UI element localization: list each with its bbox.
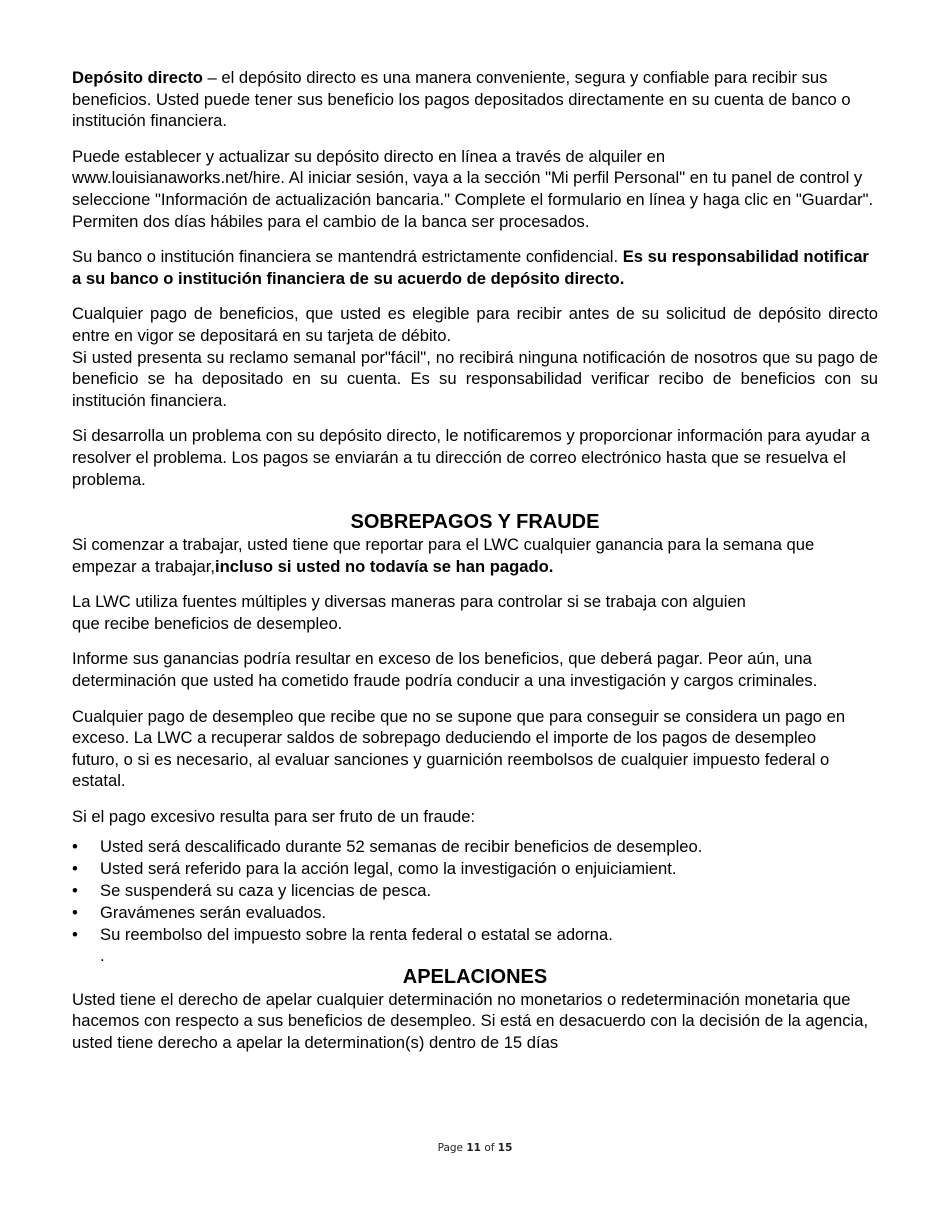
lwc-sources-paragraph: La LWC utiliza fuentes múltiples y diversas maneras para controlar si se trabaja con alguien que recibe beneficios de desempleo.	[72, 592, 746, 633]
earnings-report-paragraph	[72, 534, 878, 577]
overpayment-fraud-heading: SOBREPAGOS Y FRAUDE	[350, 511, 600, 534]
page-label: Page	[437, 1142, 463, 1154]
bullet-icon: •	[72, 858, 78, 878]
list-item: • Usted será descalificado durante 52 semanas de recibir beneficios de desempleo.	[72, 836, 878, 858]
direct-deposit-term: Depósito directo	[72, 68, 203, 87]
excess-benefits-paragraph: Informe sus ganancias podría resultar en exceso de los beneficios, que deberá pagar. Peor aún, una determinación que usted ha cometido fraude podría conducir a una investigación y cargos criminales.	[72, 649, 818, 691]
direct-deposit-paragraph	[72, 67, 878, 132]
fraud-consequences-list	[72, 836, 878, 947]
bullet-icon: •	[72, 903, 78, 923]
appeals-paragraph: Usted tiene el derecho de apelar cualquier determinación no monetarios o redeterminación monetaria que hacemos con respecto a sus beneficios de desempleo. Si está en desacuerdo con la decisión de la agencia, usted tiene derecho a apelar la determination(s) dentro de 15 días	[72, 989, 869, 1052]
earnings-report-text: Si comenzar a trabajar, usted tiene que reportar para el LWC cualquier ganancia para la semana que empezar a trabajar,	[72, 535, 815, 576]
bullet-icon: •	[72, 925, 78, 945]
page-number: 11	[466, 1142, 481, 1154]
list-item: • Gravámenes serán evaluados.	[72, 902, 878, 924]
page-content	[72, 67, 878, 1067]
bullet-icon: •	[72, 836, 78, 856]
appeals-heading: APELACIONES	[402, 965, 548, 988]
of-label: of	[484, 1142, 495, 1154]
page-footer	[0, 1138, 950, 1160]
list-item: • Se suspenderá su caza y licencias de pesca.	[72, 880, 878, 902]
earnings-report-bold: incluso si usted no todavía se han pagado.	[214, 556, 554, 576]
list-item: • Su reembolso del impuesto sobre la renta federal o estatal se adorna.	[72, 924, 878, 946]
overpayment-recovery-paragraph: Cualquier pago de desempleo que recibe que no se supone que para conseguir se considera un pago en exceso. La LWC a recuperar saldos de sobrepago deduciendo el importe de los pagos de desempleo futuro, o si es necesario, al evaluar sanciones y guarnición reembolsos de cualquier impuesto federal o estatal.	[72, 706, 846, 791]
online-setup-paragraph: Puede establecer y actualizar su depósito directo en línea a través de alquiler en www.louisianaworks.net/hire. Al iniciar sesión, vaya a la sección "Mi perfil Personal" en tu panel de control y seleccione "Información de actualización bancaria." Complete el formulario en línea y haga clic en "Guardar". Permiten dos días hábiles para el cambio de la banca ser procesados.	[72, 146, 874, 231]
responsibility-notice: Es su responsabilidad notificar a su banco o institución financiera de su acuerdo de depósito directo.	[72, 247, 869, 288]
direct-deposit-text: – el depósito directo es una manera conveniente, segura y confiable para recibir sus beneficios. Usted puede tener sus beneficio los pagos depositados directamente en su cuenta de banco o institución financiera.	[72, 68, 851, 131]
confidentiality-paragraph	[72, 246, 878, 289]
debit-card-paragraph: Cualquier pago de beneficios, que usted es elegible para recibir antes de su solicitud de depósito directo entre en vigor se depositará en su tarjeta de débito.	[72, 304, 878, 345]
trailing-dot: .	[100, 945, 105, 965]
bullet-icon: •	[72, 881, 78, 901]
problem-paragraph: Si desarrolla un problema con su depósito directo, le notificaremos y proporcionar información para ayudar a resolver el problema. Los pagos se enviarán a tu dirección de correo electrónico hasta que se resuelva el problema.	[72, 426, 870, 489]
list-item: • Usted será referido para la acción legal, como la investigación o enjuiciamient.	[72, 858, 878, 880]
fraud-result-intro: Si el pago excesivo resulta para ser fruto de un fraude:	[72, 807, 476, 827]
total-pages: 15	[497, 1142, 513, 1154]
confidentiality-text: Su banco o institución financiera se mantendrá estrictamente confidencial.	[72, 247, 623, 267]
weekly-claim-paragraph: Si usted presenta su reclamo semanal por"fácil", no recibirá ninguna notificación de nosotros que su pago de beneficio se ha depositado en su cuenta. Es su responsabilidad verificar recibo de beneficios con su institución financiera.	[72, 347, 878, 410]
